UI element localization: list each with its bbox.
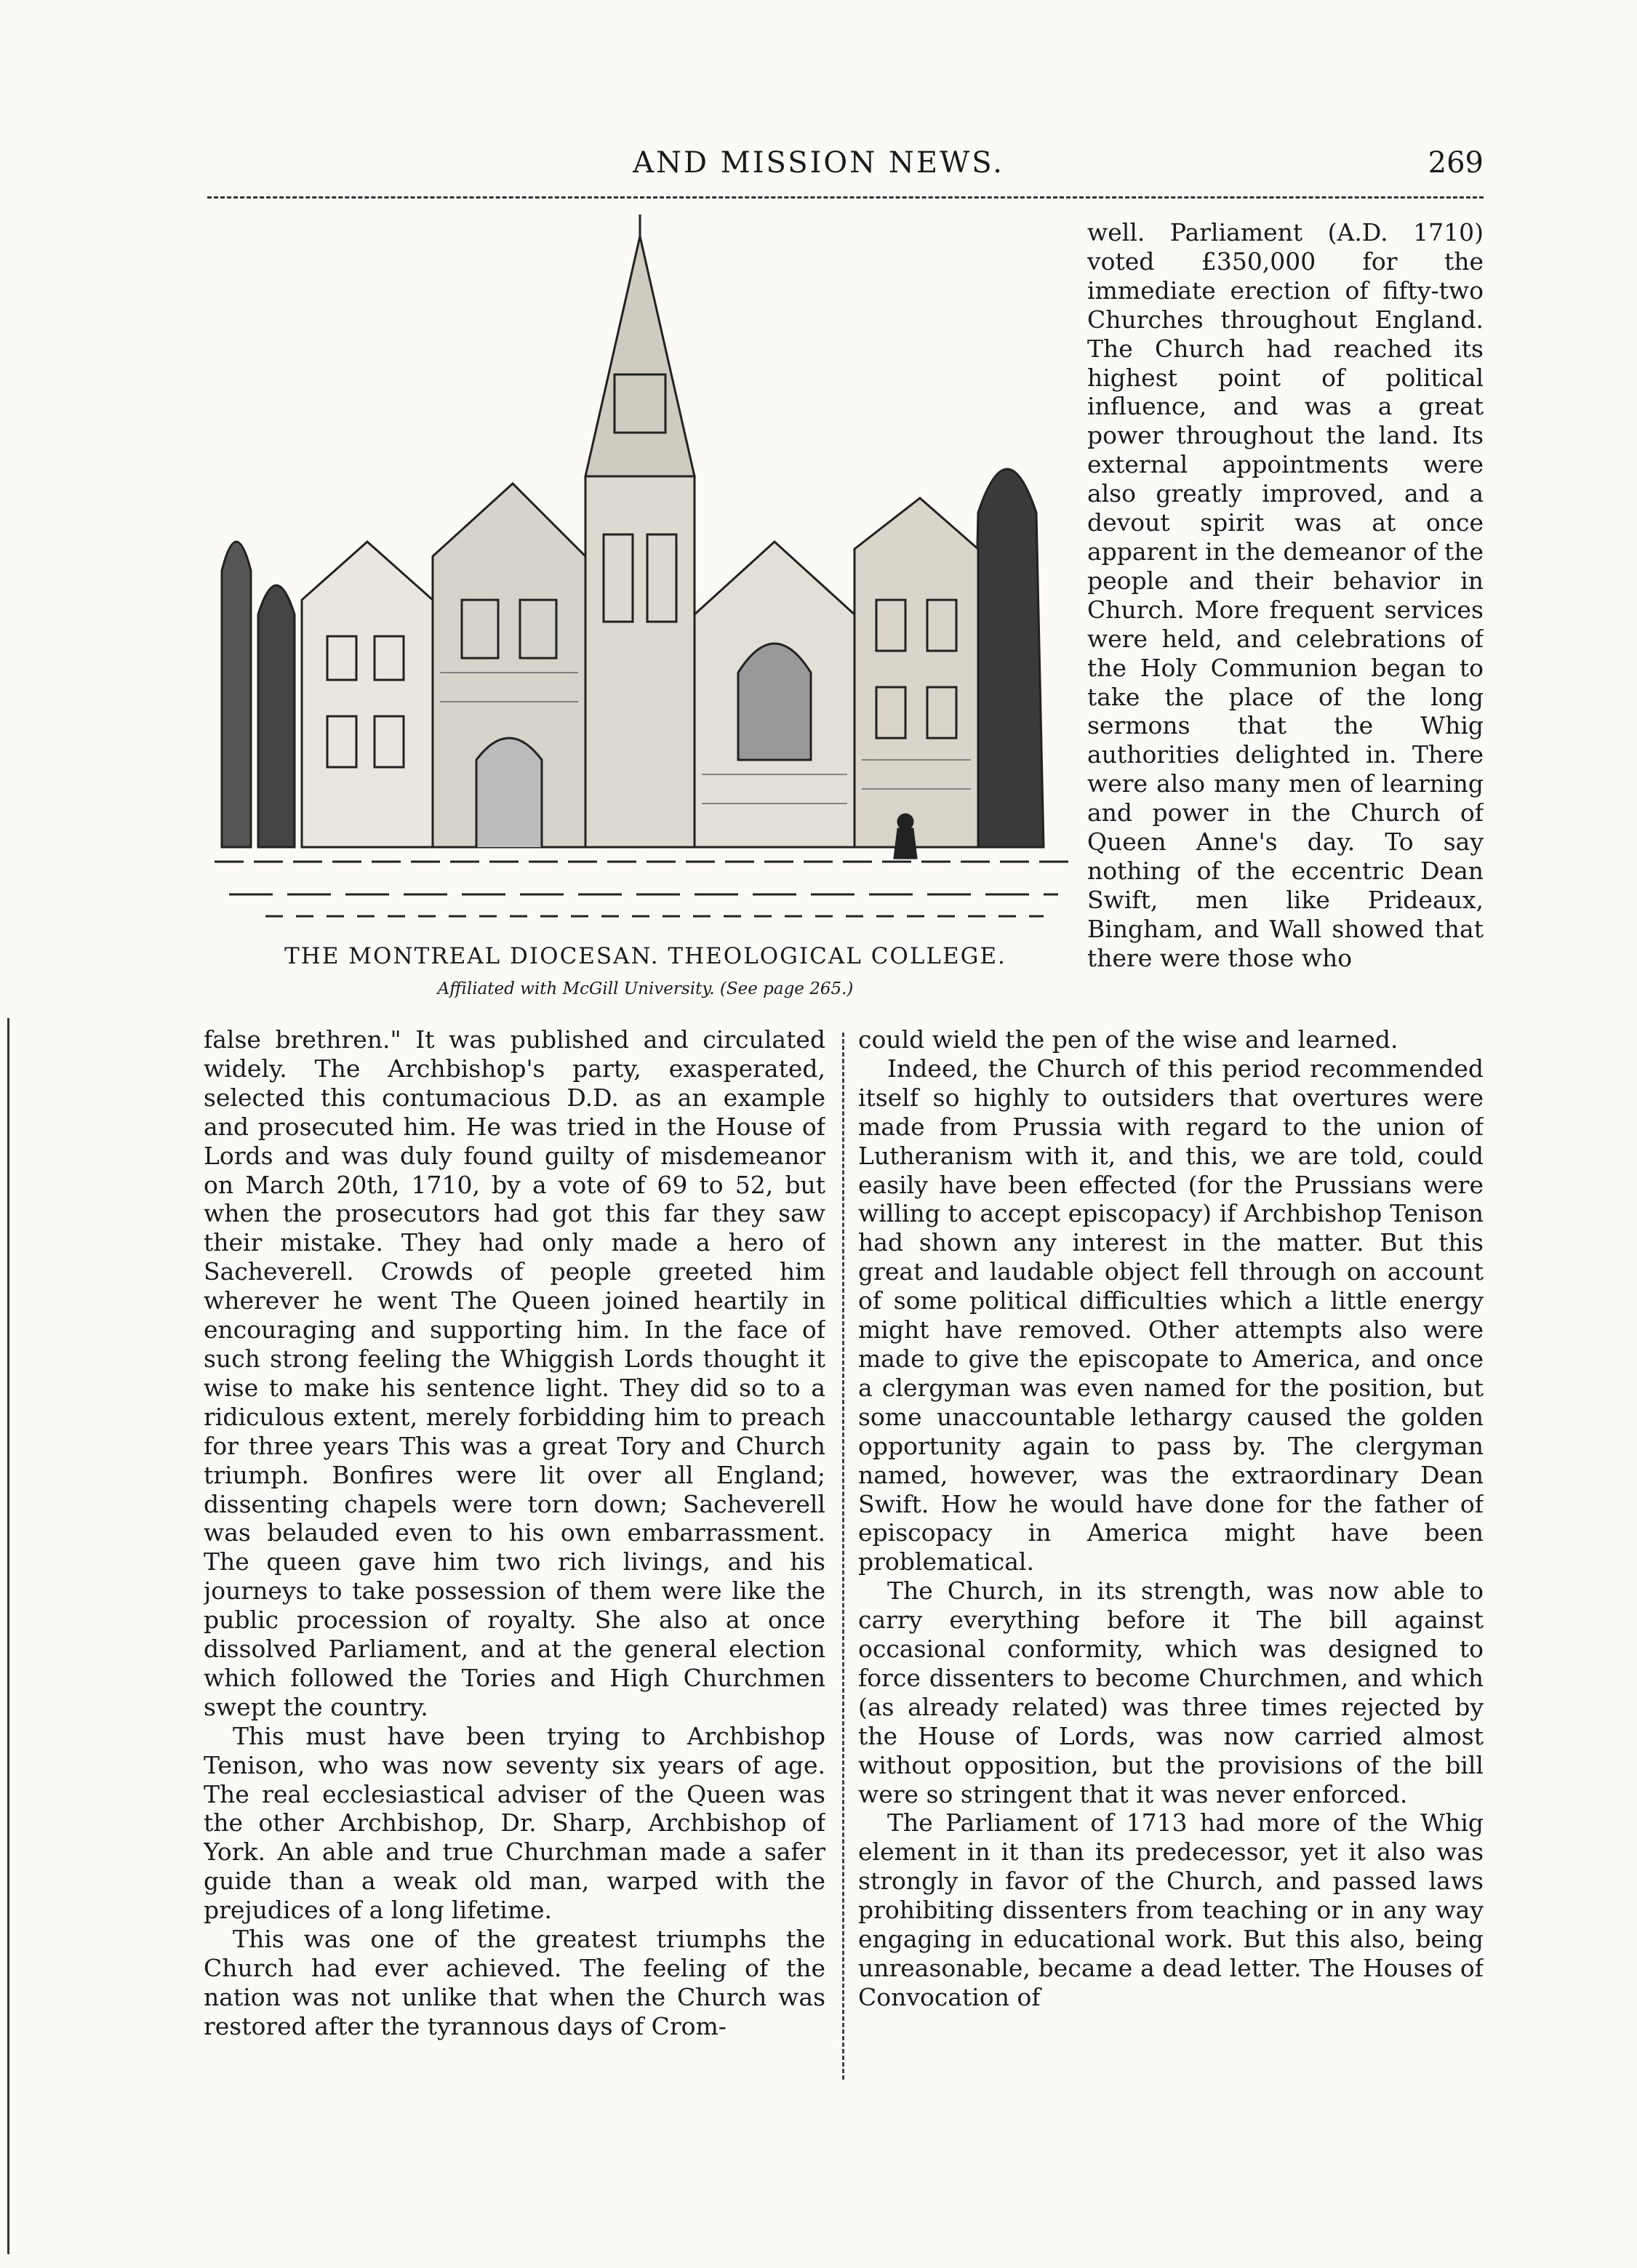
column-divider	[842, 1033, 844, 2080]
figure-subcaption: Affiliated with McGill University. (See page 265.)	[437, 979, 854, 998]
paragraph: Indeed, the Church of this period recommended itself so highly to outsiders that overtures were made from Prussia with regard to the union of Lutheranism with it, and this, we are told, could easily have been effected (for the Prussians were willing to accept episcopacy) if Archbishop Tenison had shown any interest in the matter. But this great and laudable object fell through on account of some political difficulties which a little energy might have removed. Other attempts also were made to give the episcopate to America, and once a clergyman was even named for the position, but some unaccountable lethargy caused the golden opportunity again to pass by. The clergyman named, however, was the extraordinary Dean Swift. How he would have done for the father of episcopacy in America might have been problematical.	[858, 1054, 1484, 1576]
right-column	[858, 1025, 1484, 2101]
college-illustration	[207, 207, 1084, 927]
running-header: AND MISSION NEWS.	[633, 146, 1004, 180]
left-column	[204, 1025, 825, 2101]
paragraph: false brethren." It was published and circulated widely. The Archbishop's party, exasperated, selected this contumacious D.D. as an example and prosecuted him. He was tried in the House of Lords and was duly found guilty of misdemeanor on March 20th, 1710, by a vote of 69 to 52, but when the prosecutors had got this far they saw their mistake. They had only made a hero of Sacheverell. Crowds of people greeted him wherever he went The Queen joined heartily in encouraging and supporting him. In the face of such strong feeling the Whiggish Lords thought it wise to make his sentence light. They did so to a ridiculous extent, merely forbidding him to preach for three years This was a great Tory and Church triumph. Bonfires were lit over all England; dissenting chapels were torn down; Sacheverell was belauded even to his own embarrassment. The queen gave him two rich livings, and his journeys to take possession of them were like the public procession of royalty. She also at once dissolved Parliament, and at the general election which followed the Tories and High Churchmen swept the country.	[204, 1025, 825, 1721]
left-margin-line	[7, 1018, 9, 2254]
paragraph: This was one of the greatest triumphs the Church had ever achieved. The feeling of the nation was not unlike that when the Church was restored after the tyrannous days of Crom-	[204, 1925, 825, 2040]
right-top-text	[1087, 218, 1484, 1033]
page-number: 269	[1428, 146, 1484, 180]
header-rule	[207, 196, 1484, 199]
paragraph: The Parliament of 1713 had more of the Whig element in it than its predecessor, yet it also was strongly in favor of the Church, and passed laws prohibiting dissenters from teaching or in any way engaging in educational work. But this also, being unreasonable, became a dead letter. The Houses of Convocation of	[858, 1808, 1484, 2011]
paragraph: This must have been trying to Archbishop Tenison, who was now seventy six years of age. The real ecclesiastical adviser of the Queen was the other Archbishop, Dr. Sharp, Archbishop of York. An able and true Churchman made a safer guide than a weak old man, warped with the prejudices of a long lifetime.	[204, 1721, 825, 1925]
paragraph: could wield the pen of the wise and learned.	[858, 1025, 1398, 1054]
paragraph: well. Parliament (A.D. 1710) voted £350,000 for the immediate erection of fifty-two Churches throughout England. The Church had reached its highest point of political influence, and was a great power throughout the land. Its external appointments were also greatly improved, and a devout spirit was at once apparent in the demeanor of the people and their behavior in Church. More frequent services were held, and celebrations of the Holy Communion began to take the place of the long sermons that the Whig authorities delighted in. There were also many men of learning and power in the Church of Queen Anne's day. To say nothing of the eccentric Dean Swift, men like Prideaux, Bingham, and Wall showed that there were those who	[1087, 218, 1484, 972]
paragraph: The Church, in its strength, was now able to carry everything before it The bill against occasional conformity, which was designed to force dissenters to become Churchmen, and which (as already related) was three times rejected by the House of Lords, was now carried almost without opposition, but the provisions of the bill were so stringent that it was never enforced.	[858, 1576, 1484, 1808]
figure-caption: THE MONTREAL DIOCESAN. THEOLOGICAL COLLEGE.	[284, 943, 1006, 969]
